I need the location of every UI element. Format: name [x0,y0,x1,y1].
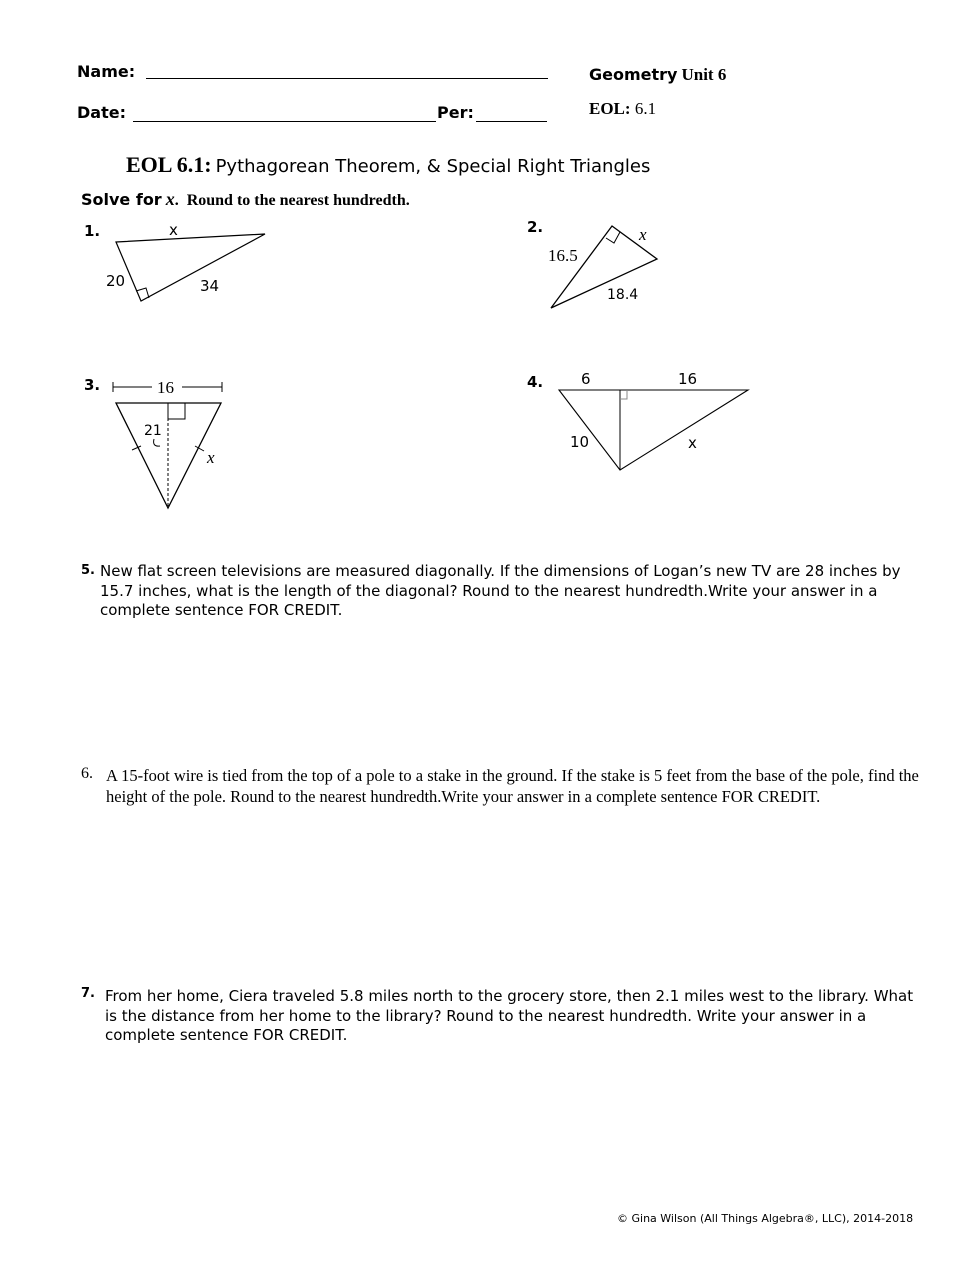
figure-1-triangle [116,234,265,301]
figure-1-label-34: 34 [200,277,220,295]
instr-round: Round to the nearest hundredth. [186,192,410,209]
question-5-number: 5. [81,563,95,578]
copyright-footer: © Gina Wilson (All Things Algebra®, LLC), 2014-2018 [617,1212,914,1225]
figure-3-label-x: x [207,448,215,467]
instr-var: x [165,189,175,209]
right-angle-mark [606,232,620,243]
right-angle-mark [168,403,185,419]
figure-3-number: 3. [84,376,101,394]
figure-1-label-20: 20 [106,272,126,290]
title-text: Pythagorean Theorem, & Special Right Triangles [215,156,651,177]
date-label: Date: [77,103,126,122]
per-label: Per: [437,103,474,122]
right-angle-mark [620,390,627,399]
unit-name: Unit 6 [681,65,727,84]
figure-2-label-16-5: 16.5 [548,246,578,265]
figure-4-label-16: 16 [678,370,698,388]
eol-label: EOL: [589,99,631,118]
figure-2-label-18-4: 18.4 [607,287,639,303]
question-7-number: 7. [81,986,95,1001]
figure-4-label-6: 6 [581,370,591,388]
arrow-icon [154,439,160,446]
course-name: Geometry [589,65,678,84]
instr-solve: Solve for [81,190,162,209]
question-7-text: From her home, Ciera traveled 5.8 miles north to the grocery store, then 2.1 miles west to the library. What is the distance from her home to the library? Round to the nearest hundredth. Write your answer in a complete sentence FOR CREDIT. [105,987,914,1044]
figure-4-label-x: x [688,434,697,452]
figure-2-label-x: x [639,225,647,244]
question-5-text: New flat screen televisions are measured diagonally. If the dimensions of Logan’s new TV are 28 inches by 15.7 inches, what is the length of the diagonal? Round to the nearest hundredth.Write your answer in a complete sentence FOR CREDIT. [100,562,901,619]
figure-3-label-16: 16 [157,378,174,397]
figure-2-number: 2. [527,218,544,236]
instructions: Solve for x. Round to the nearest hundredth. [81,189,410,209]
figure-3-label-21: 21 [144,423,162,439]
name-label: Name: [77,62,136,81]
eol-value: 6.1 [634,99,657,118]
question-6-text: A 15-foot wire is tied from the top of a pole to a stake in the ground. If the stake is 5 feet from the base of the pole, find the height of the pole. Round to the nearest hundredth.Write your answer in a complete sentence FOR CREDIT. [106,766,919,806]
figure-4-triangle [559,390,748,470]
question-6-number: 6. [81,765,93,782]
title-code: EOL 6.1: [126,152,212,177]
figure-1-number: 1. [84,222,101,240]
figures [0,0,979,560]
figure-1-label-x: x [169,221,178,239]
figure-4-label-10: 10 [570,433,590,451]
figure-4-number: 4. [527,373,544,391]
